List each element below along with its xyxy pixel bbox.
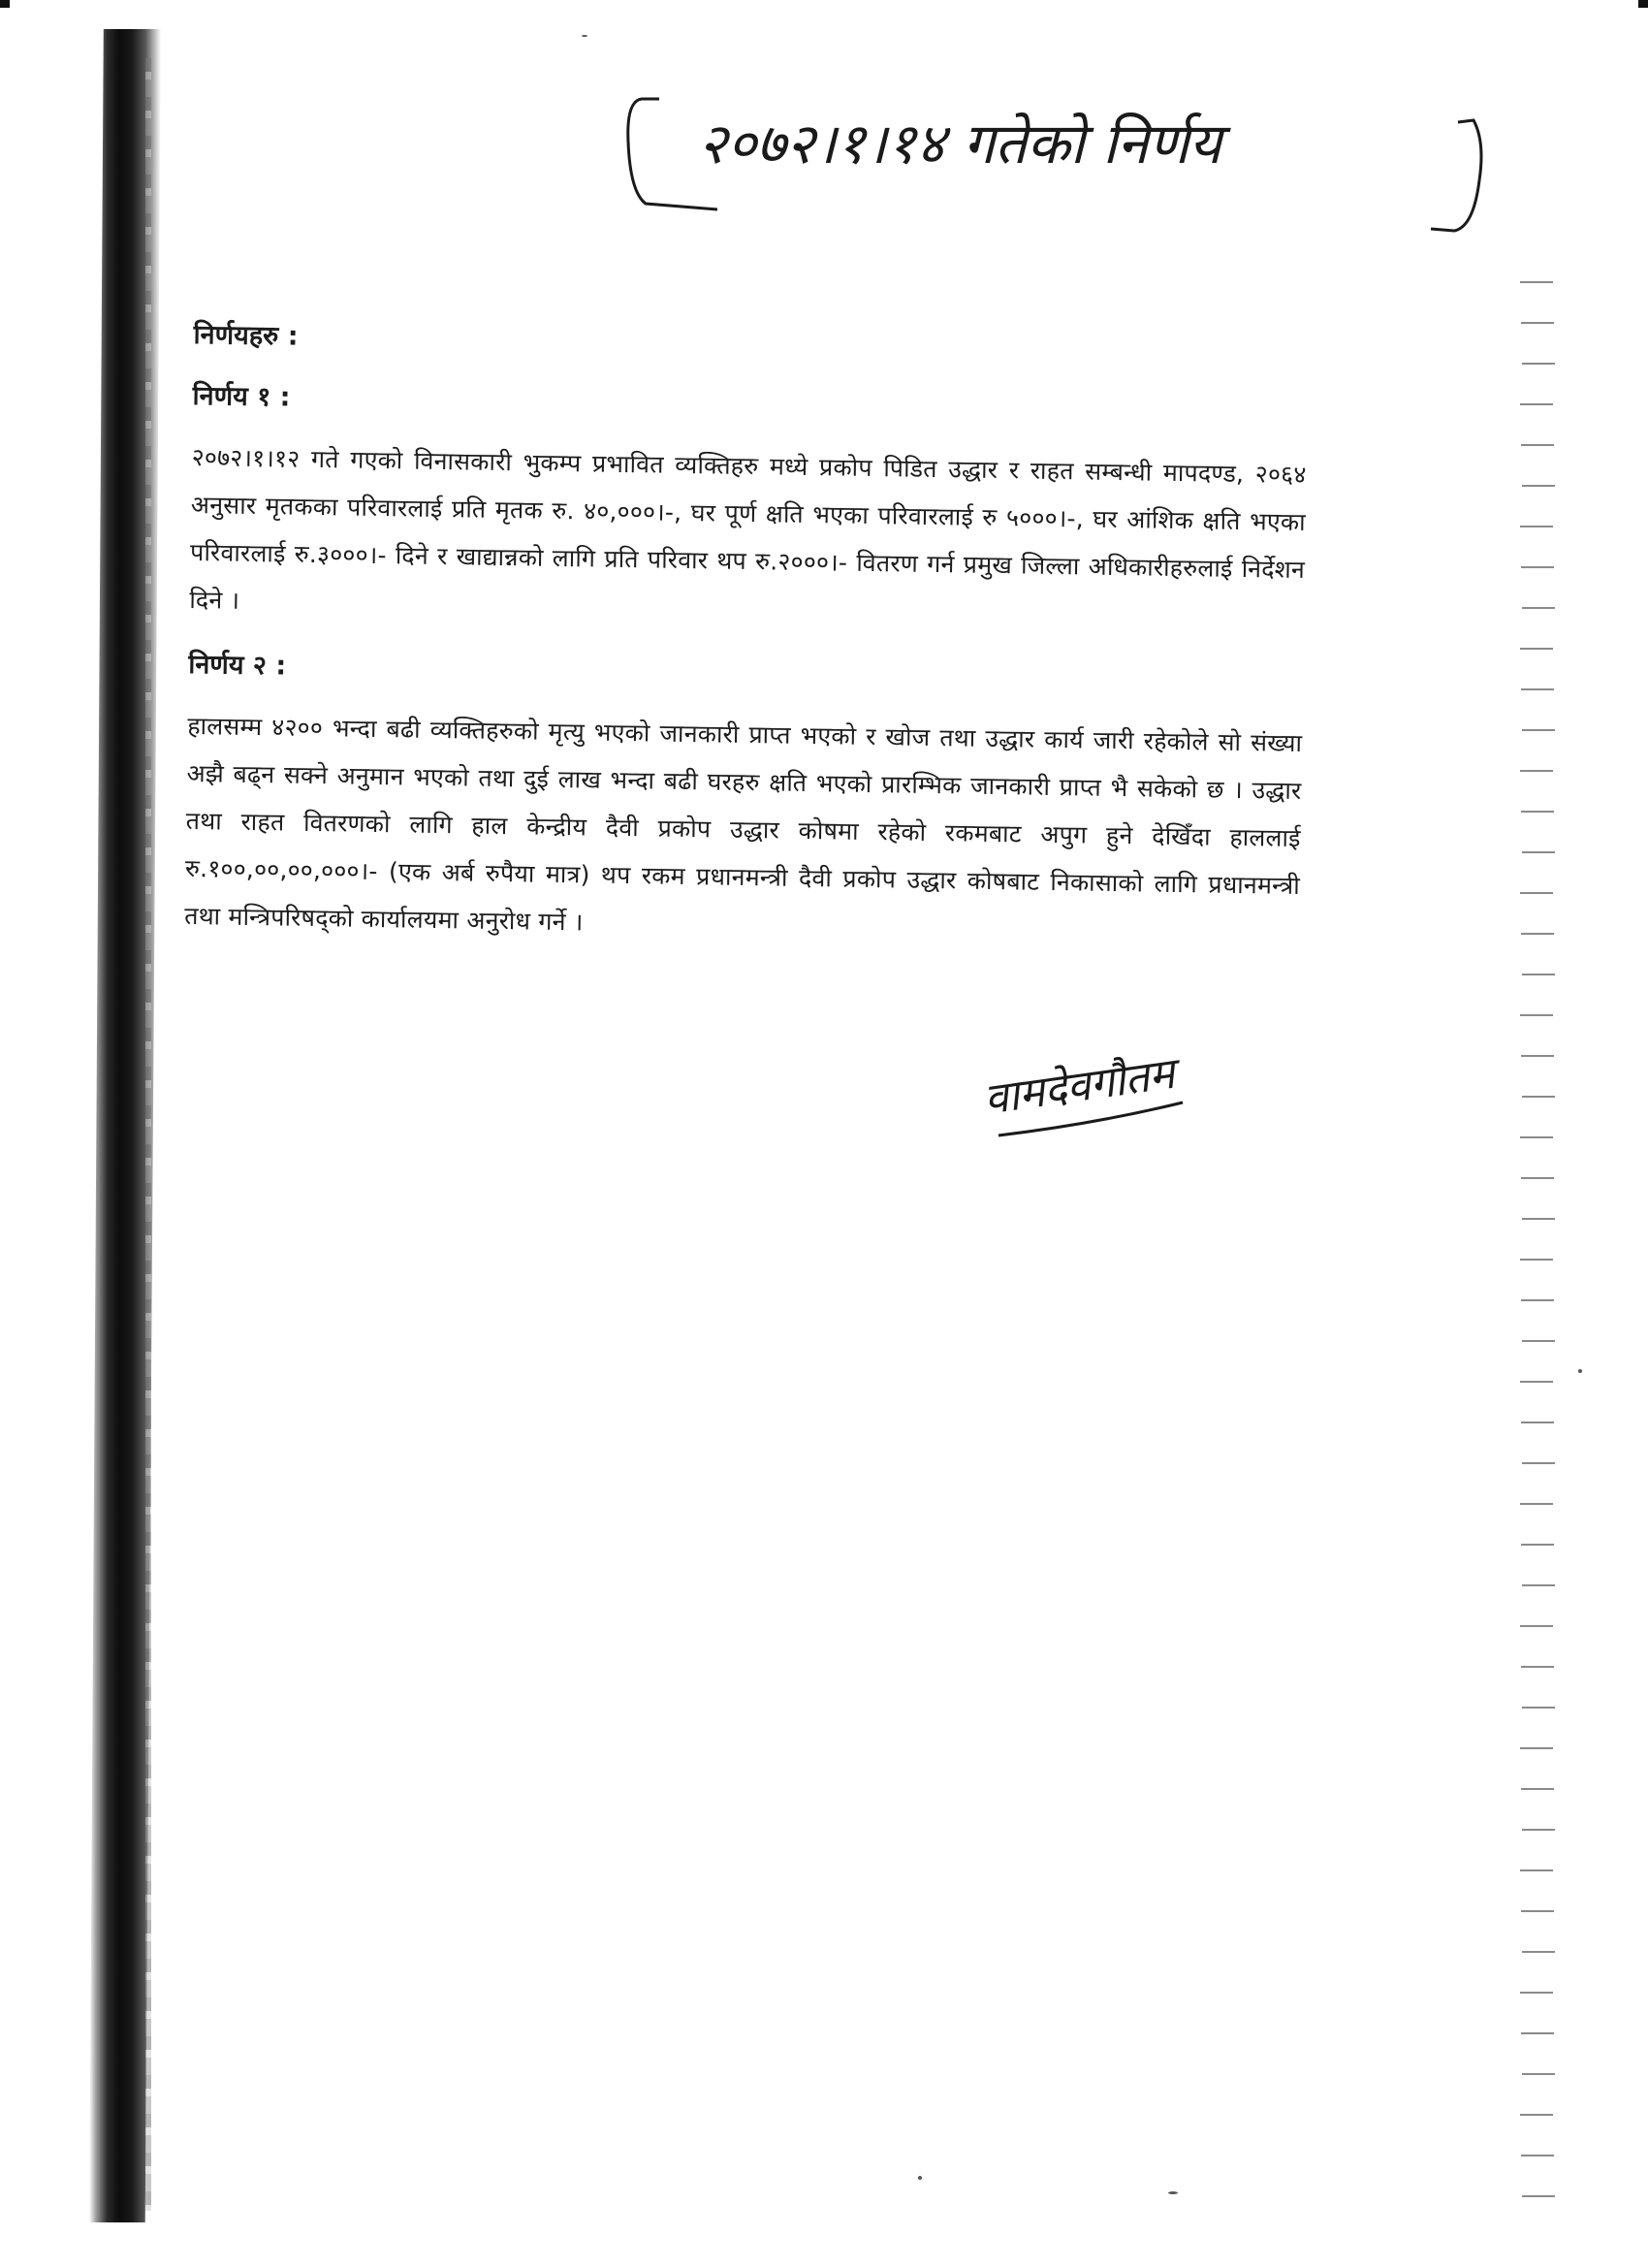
margin-tick	[1521, 1421, 1554, 1423]
margin-tick	[1520, 1625, 1553, 1627]
margin-tick	[1521, 933, 1554, 935]
decisions-heading: निर्णयहरु :	[193, 319, 299, 352]
margin-tick	[1521, 1055, 1554, 1057]
margin-tick	[1521, 566, 1554, 568]
margin-tick	[1521, 1788, 1554, 1790]
margin-tick	[1520, 526, 1553, 527]
margin-tick	[1522, 851, 1555, 853]
margin-tick	[1521, 1910, 1554, 1912]
margin-tick	[1521, 444, 1554, 446]
scan-corner-mark	[1638, 0, 1648, 8]
margin-tick	[1522, 1951, 1555, 1953]
margin-tick	[1520, 403, 1553, 405]
decision-2-label: निर्णय २ :	[188, 649, 287, 682]
handwritten-header-note	[620, 83, 1503, 239]
decision-2-text: हालसम्म ४२०० भन्दा बढी व्यक्तिहरुको मृत्यु भएको जानकारी प्राप्त भएको र खोज तथा उद्धार कार्य जारी रहेकोले सो संख्या अझै बढ्न सक्ने अनुमान भएको तथा दुई लाख भन्दा बढी घरहरु क्षति भएको प्रारम्भिक जानकारी प्राप्त भै सकेको छ । उद्धार तथा राहत वितरणको लागि हाल केन्द्रीय दैवी प्रकोप उद्धार कोषमा रहेको रकमबाट अपुग हुने देखिँदा हाललाई रु.१००,००,००,०००।- (एक अर्ब रुपैया मात्र) थप रकम प्रधानमन्त्री दैवी प्रकोप उद्धार कोषबाट निकासाको लागि प्रधानमन्त्री तथा मन्त्रिपरिषद्को कार्यालयमा अनुरोध गर्ने ।	[184, 711, 1303, 937]
margin-tick	[1522, 1829, 1555, 1831]
scan-corner-mark	[0, 0, 10, 8]
margin-tick	[1521, 811, 1554, 813]
margin-tick	[1521, 1177, 1554, 1179]
margin-tick	[1522, 1707, 1555, 1709]
margin-tick	[1521, 1544, 1554, 1546]
decision-1-text: २०७२।१।१२ गते गएको विनासकारी भुकम्प प्रभावित व्यक्तिहरु मध्ये प्रकोप पिडित उद्धार र राहत सम्बन्धी मापदण्ड, २०६४ अनुसार मृतकका परिवारलाई प्रति मृतक रु. ४०,०००।-, घर पूर्ण क्षति भएका परिवारलाई रु ५०००।-, घर आंशिक क्षति भएका परिवारलाई रु.३०००।- दिने र खाद्यान्नको लागि प्रति परिवार थप रु.२०००।- वितरण गर्न प्रमुख जिल्ला अधिकारीहरुलाई निर्देशन दिने ।	[189, 442, 1307, 615]
margin-tick	[1522, 974, 1555, 975]
margin-tick	[1520, 1503, 1553, 1505]
margin-tick	[1522, 1340, 1555, 1342]
handwritten-header-text: २०७२।१।१४ गतेको निर्णय	[698, 111, 1222, 176]
margin-tick	[1521, 322, 1554, 324]
margin-tick	[1522, 363, 1555, 365]
signature-text: वामदेवगौतम	[980, 1048, 1178, 1125]
margin-tick	[1522, 729, 1555, 731]
margin-tick	[1521, 688, 1554, 690]
decision-1-label: निर्णय १ :	[192, 380, 291, 413]
margin-tick	[1520, 2114, 1553, 2116]
margin-tick	[1522, 607, 1555, 609]
margin-tick	[1522, 1096, 1555, 1098]
margin-tick	[1520, 1747, 1553, 1749]
margin-tick	[1520, 892, 1553, 894]
margin-tick	[1522, 1462, 1555, 1464]
margin-tick	[1522, 485, 1555, 487]
margin-tick-marks	[1508, 281, 1567, 2240]
signature-drawing	[979, 1042, 1221, 1149]
margin-tick	[1520, 1381, 1553, 1383]
margin-tick	[1520, 1259, 1553, 1261]
margin-tick	[1520, 648, 1553, 650]
handwritten-header-drawing	[620, 83, 1503, 239]
margin-tick	[1522, 1584, 1555, 1586]
margin-tick	[1522, 2073, 1555, 2075]
margin-tick	[1520, 1014, 1553, 1016]
margin-tick	[1520, 281, 1553, 283]
margin-tick	[1520, 1136, 1553, 1138]
margin-tick	[1522, 2195, 1555, 2197]
margin-tick	[1520, 1869, 1553, 1871]
scan-binding-streak	[145, 58, 151, 2211]
margin-tick	[1522, 1218, 1555, 1220]
margin-tick	[1521, 1666, 1554, 1668]
margin-tick	[1521, 2155, 1554, 2156]
decisions-section	[184, 315, 1309, 978]
margin-tick	[1520, 1992, 1553, 1994]
margin-tick	[1521, 2032, 1554, 2034]
margin-tick	[1521, 1299, 1554, 1301]
signature	[979, 1042, 1221, 1149]
margin-tick	[1520, 770, 1553, 772]
